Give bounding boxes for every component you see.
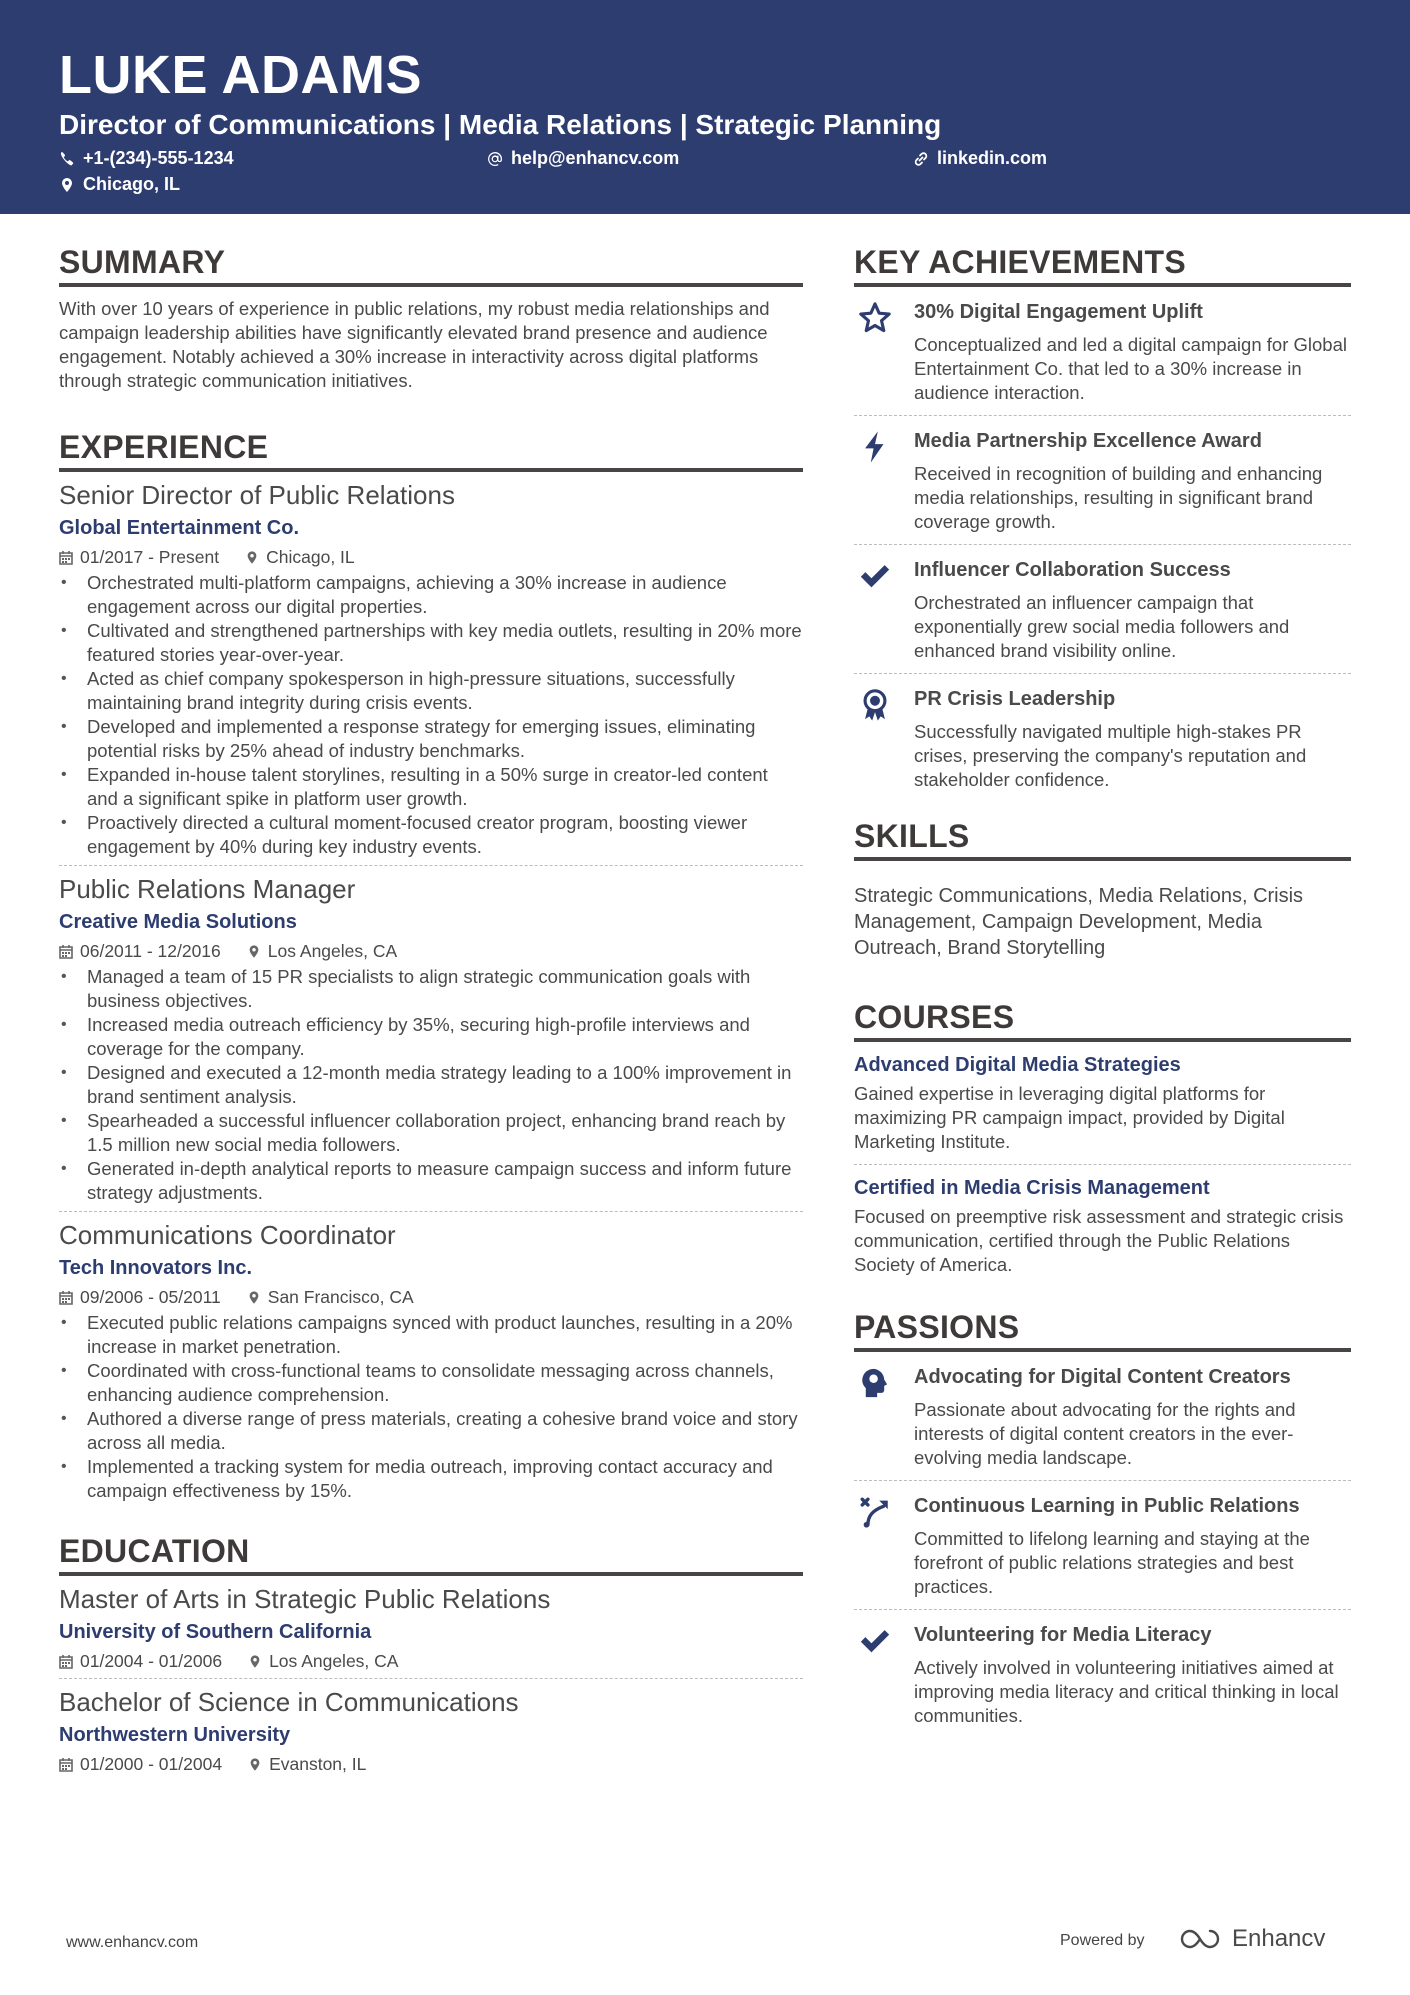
skills-text: Strategic Communications, Media Relations, Crisis Management, Campaign Development, Media Outreach, Brand Storytelling [854,885,1304,959]
education-entry [59,1582,803,1678]
location-text: Chicago, IL [83,174,181,194]
summary-section [59,244,803,393]
course-title: Certified in Media Crisis Management [854,1177,1210,1199]
job-entry [59,478,803,865]
course-item [854,1042,1351,1165]
calendar-icon [59,1654,73,1669]
enhancv-logo[interactable] [1180,1925,1325,1953]
phone-icon [59,151,75,167]
summary-heading: SUMMARY [59,244,803,287]
passion-item [854,1481,1351,1610]
passion-title: Advocating for Digital Content Creators [914,1366,1291,1388]
calendar-icon [59,944,73,959]
location-pin-icon [245,550,259,565]
education-location: Los Angeles, CA [269,1651,399,1671]
achievement-item [854,674,1351,802]
summary-text: With over 10 years of experience in public relations, my robust media relationships and campaign leadership abilities have significantly elevated brand presence and audience engagement. Notably achieved a 30% increase in interactivity across digital platforms through strategic communication initiatives. [59,298,770,391]
achievement-desc: Received in recognition of building and enhancing media relationships, resulting in significant brand coverage growth. [914,463,1323,532]
location-pin-icon [247,1290,261,1305]
skills-heading: SKILLS [854,818,1351,861]
course-item [854,1165,1351,1287]
achievement-desc: Successfully navigated multiple high-stakes PR crises, preserving the company's reputation and stakeholder confidence. [914,721,1307,790]
achievements-heading: KEY ACHIEVEMENTS [854,244,1351,287]
footer-url[interactable]: www.enhancv.com [66,1934,199,1951]
education-meta [59,1753,803,1775]
candidate-title: Director of Communications | Media Relations | Strategic Planning [59,109,942,140]
bullet-item: • Executed public relations campaigns synced with product launches, resulting in a 20% increase in market penetration. [59,1311,803,1359]
job-dates: 01/2017 - Present [80,547,220,567]
bullet-item: • Increased media outreach efficiency by 35%, securing high-profile interviews and coverage for the company. [59,1013,803,1061]
bullet-item: • Acted as chief company spokesperson in high-pressure situations, successfully maintaining brand integrity during crisis events. [59,667,803,715]
linkedin-text: linkedin.com [937,148,1048,168]
job-dates: 09/2006 - 05/2011 [80,1287,221,1307]
bullet-item: • Orchestrated multi-platform campaigns, achieving a 30% increase in audience engagement across our digital properties. [59,571,803,619]
link-icon [913,151,929,167]
bullet-item: • Managed a team of 15 PR specialists to align strategic communication goals with business objectives. [59,965,803,1013]
experience-section [59,429,803,1509]
degree-title: Bachelor of Science in Communications [59,1687,519,1717]
education-heading: EDUCATION [59,1533,803,1576]
achievement-title: Influencer Collaboration Success [914,559,1231,581]
achievement-desc: Orchestrated an influencer campaign that exponentially grew social media followers and enhanced brand visibility online. [914,592,1290,661]
bullet-item: • Cultivated and strengthened partnerships with key media outlets, resulting in 20% more featured stories year-over-year. [59,619,803,667]
achievement-item [854,416,1351,545]
job-meta [59,1286,803,1308]
bullet-item: • Expanded in-house talent storylines, resulting in a 50% surge in creator-led content and a significant spike in platform user growth. [59,763,803,811]
passions-section [854,1309,1351,1738]
job-title: Communications Coordinator [59,1220,396,1250]
phone-text: +1-(234)-555-1234 [83,148,234,168]
bullet-item: • Developed and implemented a response strategy for emerging issues, eliminating potential risks by 25% ahead of industry benchmarks. [59,715,803,763]
star-icon [858,301,892,335]
contact-location [59,174,180,195]
calendar-icon [59,1757,73,1772]
achievement-item [854,545,1351,674]
passion-desc: Committed to lifelong learning and staying at the forefront of public relations strategies and best practices. [914,1528,1310,1597]
passion-item [854,1610,1351,1738]
contact-linkedin[interactable] [913,148,1047,169]
bullet-item: • Implemented a tracking system for media outreach, improving contact accuracy and campaign effectiveness by 15%. [59,1455,803,1503]
right-column [854,244,1351,1738]
achievement-item [854,287,1351,416]
bullet-item: • Designed and executed a 12-month media strategy leading to a 100% improvement in brand sentiment analysis. [59,1061,803,1109]
bullet-item: • Generated in-depth analytical reports to measure campaign success and inform future strategy adjustments. [59,1157,803,1205]
passion-title: Continuous Learning in Public Relations [914,1495,1300,1517]
education-dates: 01/2000 - 01/2004 [80,1754,223,1774]
school-name: University of Southern California [59,1621,372,1643]
brand-name: Enhancv [1232,1925,1326,1952]
location-pin-icon [248,1757,262,1772]
job-location: San Francisco, CA [267,1287,414,1307]
courses-section [854,999,1351,1287]
email-text: help@enhancv.com [511,148,680,168]
job-location: Chicago, IL [266,547,355,567]
school-name: Northwestern University [59,1724,291,1746]
courses-heading: COURSES [854,999,1351,1042]
bullet-item: • Proactively directed a cultural moment-focused creator program, boosting viewer engagement by 40% during key industry events. [59,811,803,859]
location-pin-icon [247,944,261,959]
job-meta [59,546,803,568]
education-entry [59,1678,803,1781]
strategy-icon [858,1495,892,1529]
job-bullets [59,965,803,1205]
calendar-icon [59,1290,73,1305]
job-title: Senior Director of Public Relations [59,480,455,510]
enhancv-logo-icon [1180,1927,1224,1951]
achievement-title: Media Partnership Excellence Award [914,430,1262,452]
job-bullets [59,1311,803,1503]
job-entry [59,865,803,1211]
job-bullets [59,571,803,859]
education-meta [59,1650,803,1672]
course-title: Advanced Digital Media Strategies [854,1054,1181,1076]
experience-heading: EXPERIENCE [59,429,803,472]
lightning-icon [858,430,892,464]
skills-section [854,818,1351,961]
job-meta [59,940,803,962]
bullet-item: • Coordinated with cross-functional teams to consolidate messaging across channels, enhancing audience comprehension. [59,1359,803,1407]
bullet-item: • Authored a diverse range of press materials, creating a cohesive brand voice and story across all media. [59,1407,803,1455]
candidate-name: LUKE ADAMS [59,45,422,105]
education-section [59,1533,803,1781]
company-name: Tech Innovators Inc. [59,1257,252,1279]
achievements-section [854,244,1351,802]
degree-title: Master of Arts in Strategic Public Relations [59,1584,551,1614]
at-icon [487,151,503,167]
job-dates: 06/2011 - 12/2016 [80,941,221,961]
achievement-desc: Conceptualized and led a digital campaign for Global Entertainment Co. that led to a 30% increase in audience interaction. [914,334,1347,403]
education-location: Evanston, IL [269,1754,367,1774]
location-pin-icon [59,177,75,193]
checkmark-icon [858,559,892,593]
passion-item [854,1352,1351,1481]
course-desc: Gained expertise in leveraging digital platforms for maximizing PR campaign impact, provided by Digital Marketing Institute. [854,1083,1285,1152]
location-pin-icon [248,1654,262,1669]
header-banner [0,0,1410,214]
company-name: Global Entertainment Co. [59,517,300,539]
medal-icon [858,688,892,722]
passions-heading: PASSIONS [854,1309,1351,1352]
education-dates: 01/2004 - 01/2006 [80,1651,223,1671]
achievement-title: 30% Digital Engagement Uplift [914,301,1203,323]
achievement-title: PR Crisis Leadership [914,688,1116,710]
job-title: Public Relations Manager [59,874,356,904]
passion-desc: Passionate about advocating for the rights and interests of digital content creators in the ever-evolving media landscape. [914,1399,1296,1468]
left-column [59,244,803,1781]
contact-phone[interactable] [59,148,234,169]
checkmark-icon [858,1624,892,1658]
bullet-item: • Spearheaded a successful influencer collaboration project, enhancing brand reach by 1.5 million new social media followers. [59,1109,803,1157]
footer-powered-by: Powered by [1060,1932,1145,1949]
company-name: Creative Media Solutions [59,911,297,933]
job-entry [59,1211,803,1509]
calendar-icon [59,550,73,565]
passion-desc: Actively involved in volunteering initiatives aimed at improving media literacy and critical thinking in local communities. [914,1657,1339,1726]
head-brain-icon [858,1366,892,1400]
contact-email[interactable] [487,148,679,169]
job-location: Los Angeles, CA [267,941,398,961]
passion-title: Volunteering for Media Literacy [914,1624,1212,1646]
course-desc: Focused on preemptive risk assessment and strategic crisis communication, certified through the Public Relations Society of America. [854,1206,1344,1275]
